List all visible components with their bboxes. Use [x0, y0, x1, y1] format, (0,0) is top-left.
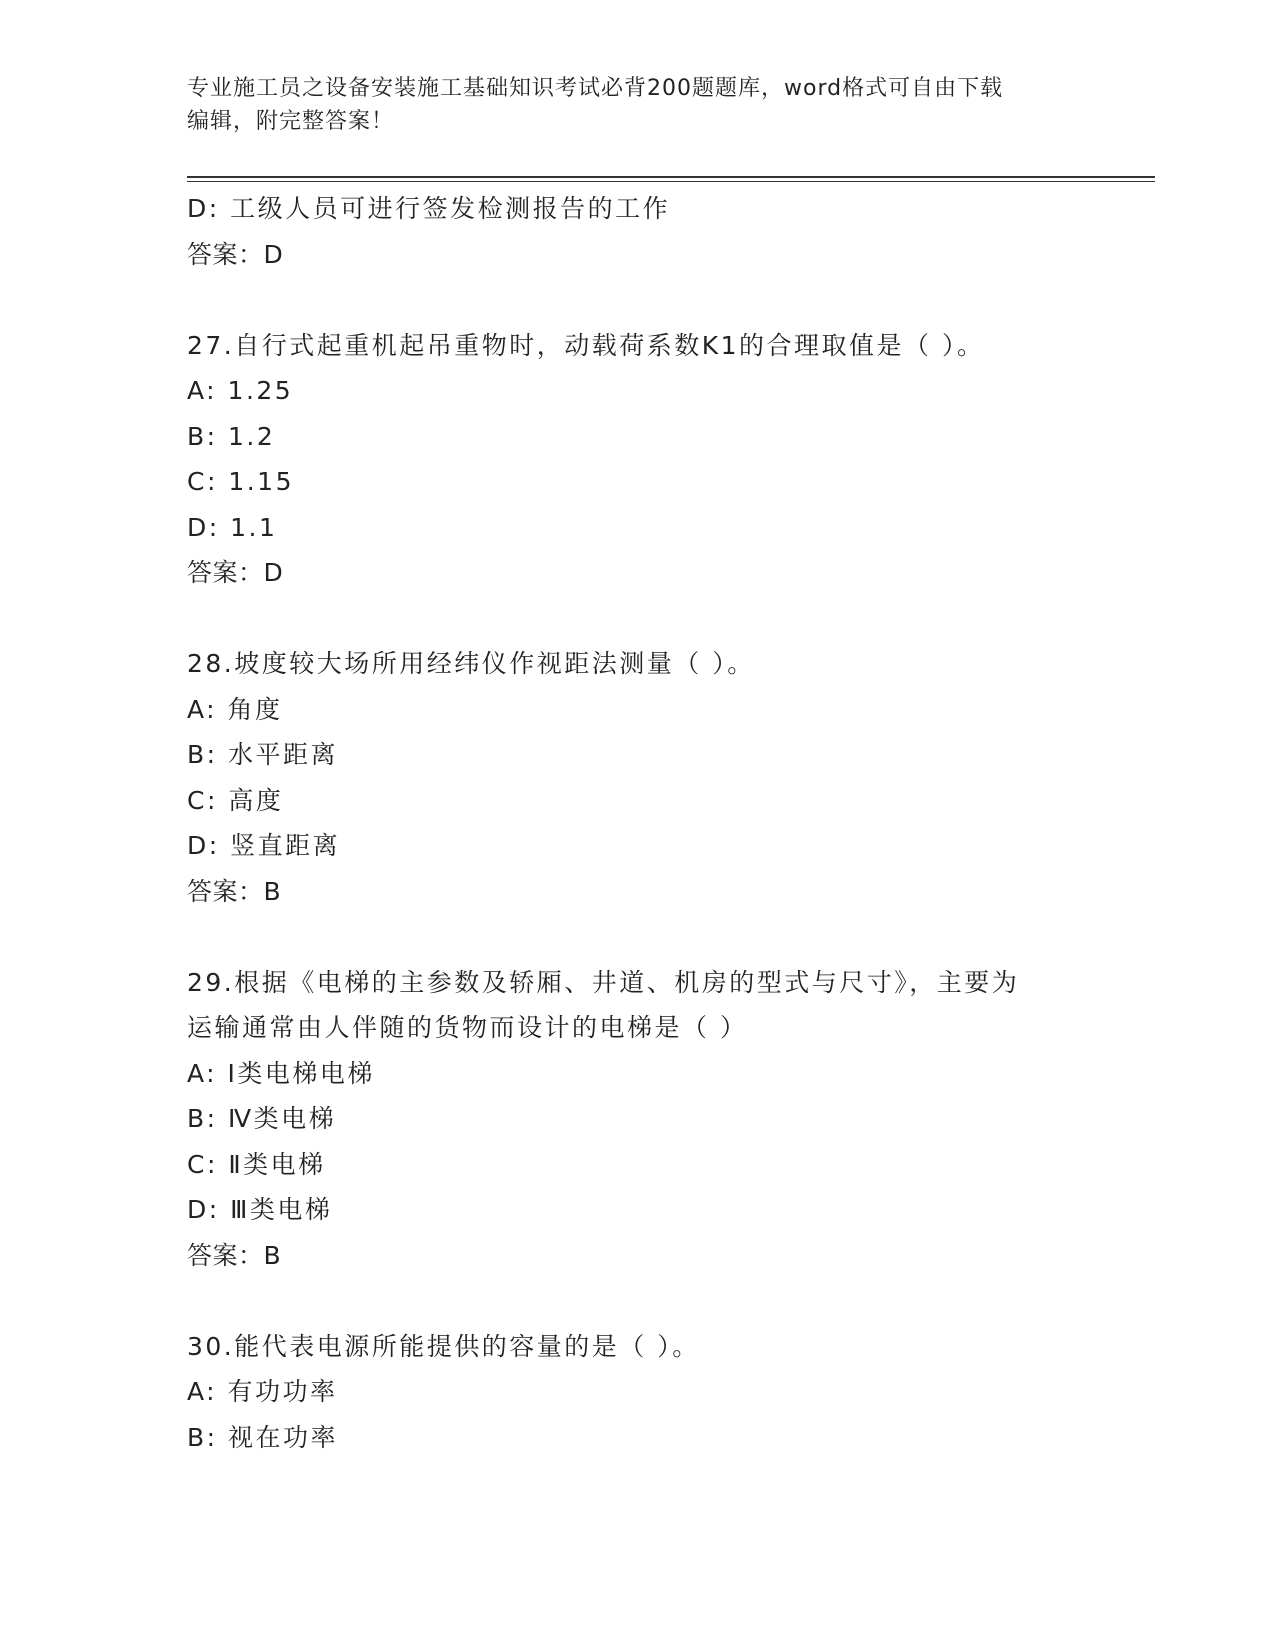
header-title-line-1: 专业施工员之设备安装施工基础知识考试必背200题题库，word格式可自由下载 — [187, 76, 1004, 101]
option-b: B: 视在功率 — [187, 1422, 339, 1452]
question-28 — [187, 641, 1117, 914]
answer-line: 答案：D — [187, 239, 284, 269]
question-stem: 30.能代表电源所能提供的容量的是（ ）。 — [187, 1331, 700, 1361]
header-title-line-2: 编辑，附完整答案！ — [187, 109, 395, 134]
option-a: A: 1.25 — [187, 376, 294, 405]
header-divider-thick — [187, 176, 1155, 178]
question-stem-line-2: 运输通常由人伴随的货物而设计的电梯是（ ） — [187, 1013, 748, 1042]
answer-line: 答案：D — [187, 558, 284, 587]
question-27 — [187, 323, 1117, 596]
option-b: B: Ⅳ类电梯 — [187, 1104, 337, 1133]
header-divider-thin — [187, 181, 1155, 182]
previous-question-tail — [187, 186, 1117, 277]
answer-line: 答案：B — [187, 1240, 282, 1270]
option-a: A: 有功功率 — [187, 1377, 338, 1406]
answer-line: 答案：B — [187, 876, 282, 906]
question-30 — [187, 1324, 1117, 1461]
option-a: A: 角度 — [187, 694, 283, 724]
option-d: D: Ⅲ类电梯 — [187, 1195, 333, 1224]
option-d: D: 1.1 — [187, 512, 278, 542]
spacer — [187, 914, 1117, 960]
option-d: D: 工级人员可进行签发检测报告的工作 — [187, 194, 671, 223]
option-c: C: 高度 — [187, 785, 284, 815]
option-b: B: 水平距离 — [187, 740, 339, 769]
option-d: D: 竖直距离 — [187, 831, 341, 860]
question-stem: 27.自行式起重机起吊重物时，动载荷系数K1的合理取值是（ ）。 — [187, 330, 985, 360]
option-c: C: Ⅱ类电梯 — [187, 1149, 326, 1179]
option-a: A: Ⅰ类电梯电梯 — [187, 1058, 375, 1088]
spacer — [187, 596, 1117, 642]
document-header — [187, 72, 1087, 138]
question-stem-line-1: 29.根据《电梯的主参数及轿厢、井道、机房的型式与尺寸》，主要为 — [187, 967, 1020, 997]
question-stem: 28.坡度较大场所用经纬仪作视距法测量（ ）。 — [187, 649, 755, 678]
question-list — [187, 186, 1117, 1460]
question-29 — [187, 960, 1117, 1279]
option-c: C: 1.15 — [187, 467, 294, 496]
spacer — [187, 1278, 1117, 1324]
spacer — [187, 277, 1117, 323]
option-b: B: 1.2 — [187, 421, 276, 451]
